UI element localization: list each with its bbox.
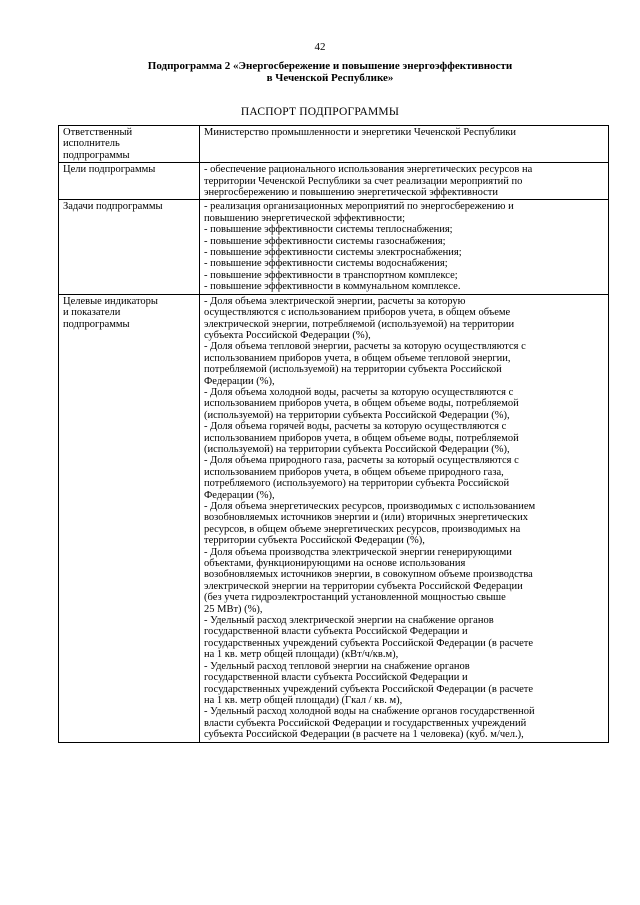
row-label-line: подпрограммы (63, 149, 130, 161)
row-value-line: субъекта Российской Федерации (в расчете на 1 человека) (куб. м/чел.), (204, 729, 524, 741)
row-value-line: энергосбережению и повышению энергетической эффективности (204, 187, 498, 199)
row-value-line: (используемой) на территории субъекта Российской Федерации (%), (204, 443, 510, 455)
row-value-line: - Доля объема холодной воды, расчеты за которую осуществляются с (204, 386, 514, 398)
row-value-line: использованием приборов учета, в общем объеме воды, потребляемой (204, 398, 519, 410)
title-line: Подпрограмма 2 «Энергосбережение и повышение энергоэффективности (147, 60, 513, 72)
row-label-cell (59, 294, 200, 742)
table-row (59, 294, 609, 742)
row-value-line: - повышение эффективности в коммунальном комплексе. (204, 281, 461, 293)
row-value-line: электрической энергии, потребляемой (используемой) на территории (204, 318, 515, 330)
table-row (59, 200, 609, 294)
row-value-line: - повышение эффективности системы электроснабжения; (204, 247, 462, 259)
row-label-cell (59, 126, 200, 163)
row-value-line: использованием приборов учета, в общем объеме природного газа, (204, 466, 504, 478)
row-value-line: на 1 кв. метр общей площади) (Гкал / кв. м), (204, 694, 403, 706)
passport-table (58, 125, 609, 743)
row-value-line: объектами, функционирующими на основе использования (204, 558, 466, 570)
row-value-line: возобновляемых источников энергии и (или) вторичных энергетических (204, 512, 528, 524)
row-value-line: - Удельный расход холодной воды на снабжение органов государственной (204, 706, 535, 718)
page-number: 42 (314, 41, 326, 53)
row-value-line: государственной власти субъекта Российской Федерации и (204, 626, 468, 638)
row-value-line: (используемой) на территории субъекта Российской Федерации (%), (204, 409, 510, 421)
row-value-line: - повышение эффективности системы газоснабжения; (204, 235, 446, 247)
row-value-cell (200, 294, 609, 742)
table-row (59, 126, 609, 163)
row-value-line: 25 МВт) (%), (204, 603, 263, 615)
row-value-line: территории Чеченской Республики за счет реализации мероприятий по (204, 175, 523, 187)
row-value-line: Министерство промышленности и энергетики Чеченской Республики (204, 127, 517, 138)
row-value-line: Федерации (%), (204, 489, 275, 501)
passport-heading: ПАСПОРТ ПОДПРОГРАММЫ (240, 106, 400, 118)
row-value-line: субъекта Российской Федерации (%), (204, 329, 371, 341)
row-value-line: - Доля объема тепловой энергии, расчеты за которую осуществляются с (204, 341, 526, 353)
row-label-cell (59, 163, 200, 200)
row-value-line: (без учета гидроэлектростанций установленной мощностью свыше (204, 592, 506, 604)
row-value-line: - Удельный расход электрической энергии на снабжение органов (204, 615, 494, 627)
row-value-line: Федерации (%), (204, 375, 275, 387)
passport-table-body (59, 126, 609, 743)
row-value-line: повышению энергетической эффективности; (204, 212, 406, 224)
row-label-line: и показатели (63, 307, 121, 319)
row-value-cell (200, 126, 609, 163)
row-label-line: Ответственный (63, 127, 133, 138)
row-value-line: государственных учреждений субъекта Российской Федерации (в расчете (204, 637, 534, 649)
row-value-line: использованием приборов учета, в общем объеме воды, потребляемой (204, 432, 519, 444)
row-value-line: - повышение эффективности системы водоснабжения; (204, 258, 448, 270)
row-label-line: Задачи подпрограммы (63, 201, 163, 213)
row-value-line: потребляемого (используемого) на территории субъекта Российской (204, 478, 510, 490)
row-label-cell (59, 200, 200, 294)
row-value-line: - обеспечение рационального использования энергетических ресурсов на (204, 164, 533, 176)
page-title (110, 60, 550, 84)
row-label-line: Целевые индикаторы (63, 295, 158, 307)
row-value-line: государственных учреждений субъекта Российской Федерации (в расчете (204, 683, 534, 695)
row-value-line: государственной власти субъекта Российской Федерации и (204, 672, 468, 684)
row-value-line: - повышение эффективности в транспортном комплексе; (204, 269, 458, 281)
row-value-line: ресурсов, в общем объеме энергетических ресурсов, производимых на (204, 523, 521, 535)
row-value-line: потребляемой (используемой) на территории субъекта Российской (204, 364, 502, 376)
row-value-cell (200, 163, 609, 200)
row-label-line: исполнитель (63, 138, 120, 150)
row-value-line: территории субъекта Российской Федерации (%), (204, 535, 425, 547)
row-value-line: электрической энергии на территории субъекта Российской Федерации (204, 580, 523, 592)
title-line: в Чеченской Республике» (266, 72, 394, 84)
row-label-line: подпрограммы (63, 318, 130, 330)
table-row (59, 163, 609, 200)
row-value-line: - Удельный расход тепловой энергии на снабжение органов (204, 660, 470, 672)
row-value-line: использованием приборов учета, в общем объеме тепловой энергии, (204, 352, 511, 364)
row-value-line: - Доля объема энергетических ресурсов, производимых с использованием (204, 501, 536, 512)
row-value-line: власти субъекта Российской Федерации и государственных учреждений (204, 717, 527, 729)
row-value-line: - Доля объема природного газа, расчеты за который осуществляются с (204, 455, 519, 467)
row-value-line: - повышение эффективности системы теплоснабжения; (204, 224, 453, 236)
row-value-line: на 1 кв. метр общей площади) (кВт/ч/кв.м), (204, 649, 399, 661)
row-value-line: - Доля объема производства электрической энергии генерирующими (204, 546, 512, 558)
row-value-line: - Доля объема горячей воды, расчеты за которую осуществляются с (204, 421, 507, 433)
row-value-line: - реализация организационных мероприятий по энергосбережению и (204, 201, 514, 213)
row-value-cell (200, 200, 609, 294)
row-label-line: Цели подпрограммы (63, 164, 156, 176)
row-value-line: осуществляются с использованием приборов учета, в общем объеме (204, 307, 511, 319)
row-value-line: возобновляемых источников энергии, в совокупном объеме производства (204, 569, 533, 581)
row-value-line: - Доля объема электрической энергии, расчеты за которую (204, 295, 466, 307)
